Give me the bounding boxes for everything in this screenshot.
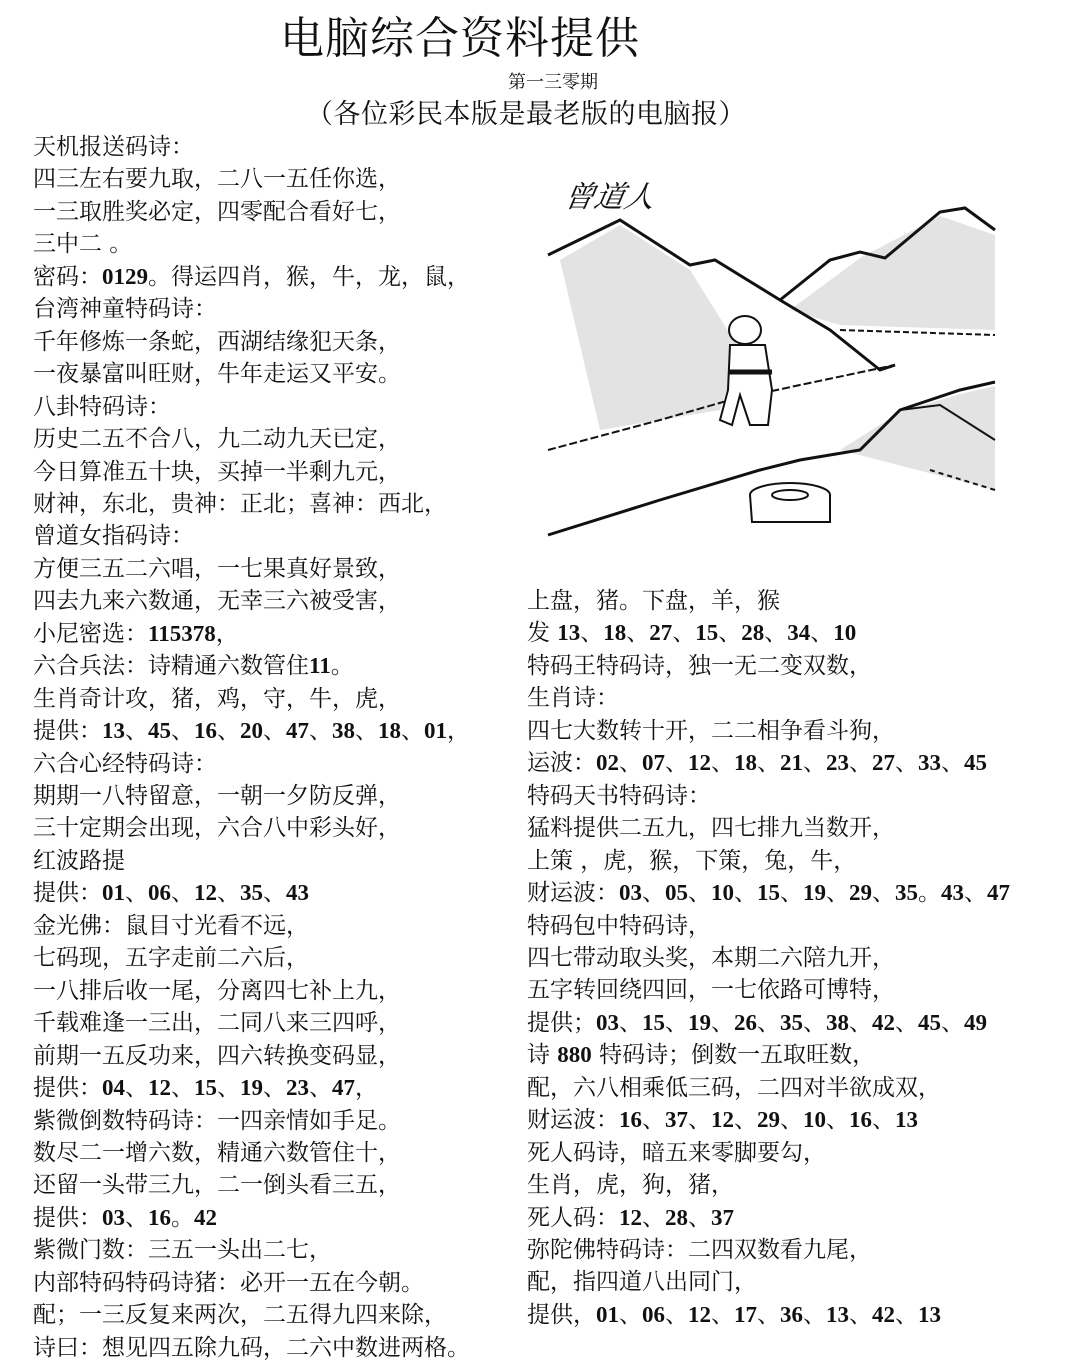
- text-line: 提供：13、45、16、20、47、38、18、01，: [33, 718, 470, 745]
- text-line: 四七大数转十开，二二相争看斗狗，: [527, 717, 895, 744]
- text-line: 小尼密选：115378，: [33, 620, 239, 647]
- text-line: 密码：0129。得运四肖，猴，牛，龙，鼠，: [33, 263, 470, 290]
- text-line: 发 13、18、27、15、28、34、10: [527, 620, 857, 647]
- text-line: 财神，东北，贵神：正北；喜神：西北，: [33, 490, 447, 517]
- text-line: 一八排后收一尾，分离四七补上九，: [33, 977, 401, 1004]
- text-line: 八卦特码诗：: [33, 393, 171, 420]
- text-line: 六合兵法：诗精通六数管住11。: [33, 653, 354, 680]
- text-line: 四三左右要九取，二八一五任你选，: [33, 166, 401, 193]
- text-line: 还留一头带三九，二一倒头看三五，: [33, 1172, 401, 1199]
- text-line: 生肖，虎，狗，猪，: [527, 1172, 734, 1199]
- text-line: 诗曰：想见四五除九码，二六中数进两格。: [33, 1334, 470, 1361]
- text-line: 紫微门数：三五一头出二七，: [33, 1237, 332, 1264]
- text-line: 七码现，五字走前二六后，: [33, 945, 309, 972]
- text-line: 千年修炼一条蛇，西湖结缘犯天条，: [33, 328, 401, 355]
- text-line: 五字转回绕四回，一七依路可博特，: [527, 977, 895, 1004]
- text-line: 四去九来六数通，无幸三六被受害，: [33, 588, 401, 615]
- text-line: 台湾神童特码诗：: [33, 296, 217, 323]
- text-line: 四七带动取头奖，本期二六陪九开，: [527, 944, 895, 971]
- subtitle: （各位彩民本版是最老版的电脑报）: [306, 99, 746, 130]
- text-line: 特码王特码诗，独一无二变双数，: [527, 652, 872, 679]
- text-line: 配；一三反复来两次，二五得九四来除，: [33, 1302, 447, 1329]
- text-line: 生肖奇计攻，猪，鸡，守，牛，虎，: [33, 685, 401, 712]
- text-line: 历史二五不合八，九二动九天已定，: [33, 426, 401, 453]
- text-line: 提供：04、12、15、19、23、47，: [33, 1075, 378, 1102]
- text-line: 生肖诗：: [527, 685, 619, 712]
- artist-signature: 曾道人: [561, 180, 658, 215]
- text-line: 死人码：12、28、37: [527, 1204, 734, 1231]
- text-line: 提供：03、16。42: [33, 1204, 217, 1231]
- text-line: 提供：01、06、12、35、43: [33, 880, 309, 907]
- text-line: 运波：02、07、12、18、21、23、27、33、45: [527, 750, 987, 777]
- text-line: 财运波：16、37、12、29、10、16、13: [527, 1107, 918, 1134]
- text-line: 三中二 。: [33, 231, 133, 258]
- text-line: 弥陀佛特码诗：二四双数看九尾，: [527, 1237, 872, 1263]
- text-line: 紫微倒数特码诗：一四亲情如手足。: [33, 1107, 401, 1134]
- issue-number: 第一三零期: [508, 72, 598, 93]
- text-line: 方便三五二六唱，一七果真好景致，: [33, 555, 401, 582]
- text-line: 提供，01、06、12、17、36、13、42、13: [527, 1301, 941, 1328]
- text-line: 金光佛：鼠目寸光看不远，: [33, 912, 309, 939]
- text-line: 内部特码特码诗猪：必开一五在今朝。: [33, 1269, 424, 1296]
- text-line: 特码天书特码诗：: [527, 782, 711, 809]
- text-line: 诗 880 特码诗；倒数一五取旺数，: [527, 1042, 876, 1069]
- text-line: 上盘，猪。下盘，羊，猴: [527, 588, 780, 614]
- text-line: 前期一五反功来，四六转换变码显，: [33, 1042, 401, 1069]
- text-line: 一三取胜奖必定，四零配合看好七，: [33, 198, 401, 225]
- text-line: 曾道女指码诗：: [33, 523, 194, 550]
- text-line: 猛料提供二五九，四七排九当数开，: [527, 815, 895, 842]
- text-line: 数尽二一增六数，精通六数管住十，: [33, 1139, 401, 1166]
- text-line: 配，六八相乘低三码，二四对半欲成双，: [527, 1074, 941, 1101]
- text-line: 一夜暴富叫旺财，牛年走运又平安。: [33, 361, 401, 388]
- text-line: 今日算准五十块，买掉一半剩九元，: [33, 458, 401, 485]
- text-line: 期期一八特留意，一朝一夕防反弹，: [33, 783, 401, 809]
- text-line: 千载难逢一三出，二同八来三四呼，: [33, 1010, 401, 1037]
- text-line: 死人码诗，暗五来零脚要勾，: [527, 1139, 826, 1166]
- text-line: 三十定期会出现，六合八中彩头好，: [33, 815, 401, 842]
- text-line: 天机报送码诗：: [33, 134, 194, 160]
- text-line: 财运波：03、05、10、15、19、29、35。43、47: [527, 880, 1010, 907]
- text-line: 配，指四道八出同门，: [527, 1269, 757, 1296]
- text-line: 红波路提: [33, 847, 125, 874]
- text-line: 特码包中特码诗，: [527, 912, 711, 939]
- text-line: 上策 ，虎，猴，下策，兔，牛，: [527, 847, 857, 874]
- text-line: 六合心经特码诗：: [33, 750, 217, 777]
- text-line: 提供；03、15、19、26、35、38、42、45、49: [527, 1009, 987, 1036]
- page-title: 电脑综合资料提供: [280, 13, 640, 64]
